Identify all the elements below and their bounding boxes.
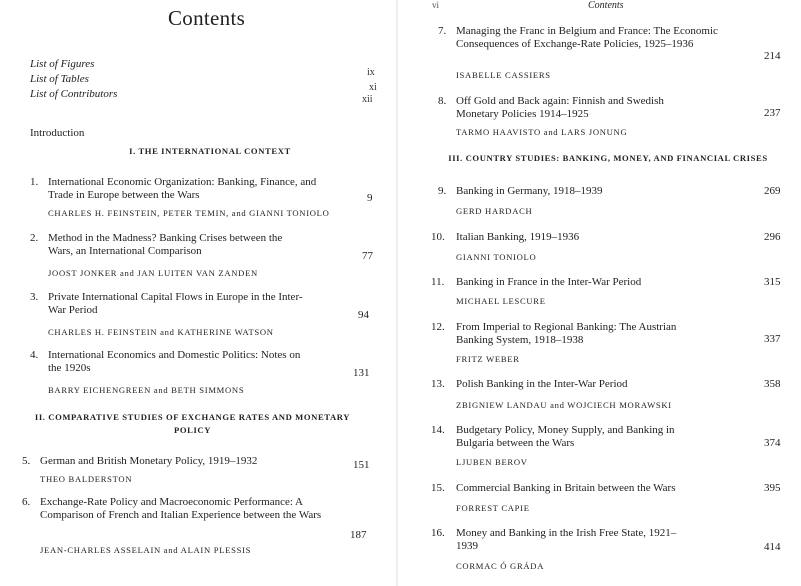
running-head: Contents — [588, 0, 624, 11]
entry-title: From Imperial to Regional Banking: The Austrian Banking System, 1918–1938 — [456, 321, 677, 346]
entry-page: 296 — [764, 231, 781, 243]
entry-authors: FRITZ WEBER — [456, 354, 520, 364]
entry-page: 151 — [353, 459, 370, 471]
entry-page: 77 — [362, 250, 373, 262]
page-ref-list-of-contributors: xii — [362, 94, 373, 105]
contents-title: Contents — [168, 6, 246, 30]
entry-number: 14. — [431, 424, 445, 436]
entry-authors: GIANNI TONIOLO — [456, 252, 537, 262]
entry-page: 9 — [367, 192, 373, 204]
entry-title: Banking in Germany, 1918–1939 — [456, 185, 603, 197]
entry-number: 16. — [431, 527, 445, 539]
entry-page: 315 — [764, 276, 781, 288]
entry-authors: ISABELLE CASSIERS — [456, 70, 551, 80]
entry-number: 15. — [431, 482, 445, 494]
page-ref-list-of-figures: ix — [367, 67, 375, 78]
entry-number: 8. — [438, 95, 447, 107]
entry-number: 9. — [438, 185, 447, 197]
entry-number: 7. — [438, 25, 447, 37]
entry-title: Banking in France in the Inter-War Period — [456, 276, 642, 288]
entry-authors: THEO BALDERSTON — [40, 474, 133, 484]
toc-item-list-of-contributors[interactable]: List of Contributors — [30, 88, 118, 100]
toc-item-list-of-figures[interactable]: List of Figures — [30, 58, 95, 70]
entry-authors: CHARLES H. FEINSTEIN, PETER TEMIN, and GIANNI TONIOLO — [48, 208, 330, 218]
entry-title: Polish Banking in the Inter-War Period — [456, 378, 628, 390]
entry-authors: BARRY EICHENGREEN and BETH SIMMONS — [48, 385, 245, 395]
part-heading-3: III. COUNTRY STUDIES: BANKING, MONEY, AND FINANCIAL CRISES — [448, 153, 768, 163]
entry-number: 5. — [22, 455, 31, 467]
entry-title: International Economics and Domestic Politics: Notes on the 1920s — [48, 349, 301, 374]
entry-page: 237 — [764, 107, 781, 119]
entry-authors: FORREST CAPIE — [456, 503, 530, 513]
entry-page: 269 — [764, 185, 781, 197]
part-heading-2: II. COMPARATIVE STUDIES OF EXCHANGE RATES AND MONETARY POLICY — [34, 412, 351, 435]
entry-page: 358 — [764, 378, 781, 390]
entry-title: German and British Monetary Policy, 1919–1932 — [40, 455, 258, 467]
entry-authors: JOOST JONKER and JAN LUITEN VAN ZANDEN — [48, 268, 258, 278]
entry-authors: CORMAC Ó GRÁDA — [456, 561, 545, 571]
entry-page: 414 — [764, 541, 781, 553]
entry-authors: GERD HARDACH — [456, 206, 533, 216]
page-number: vi — [432, 0, 440, 10]
entry-page: 337 — [764, 333, 781, 345]
entry-number: 4. — [30, 349, 39, 361]
entry-page: 187 — [350, 529, 367, 541]
part-heading-1: I. THE INTERNATIONAL CONTEXT — [129, 146, 291, 156]
entry-number: 10. — [431, 231, 445, 243]
toc-item-introduction[interactable]: Introduction — [30, 127, 85, 139]
right-page — [398, 0, 801, 586]
entry-authors: JEAN-CHARLES ASSELAIN and ALAIN PLESSIS — [40, 545, 252, 555]
entry-title: Exchange-Rate Policy and Macroeconomic Performance: A Comparison of French and Italian Experience between the Wars — [40, 496, 322, 521]
entry-title: Money and Banking in the Irish Free State, 1921–1939 — [456, 527, 677, 552]
entry-number: 13. — [431, 378, 445, 390]
entry-number: 6. — [22, 496, 31, 508]
entry-page: 395 — [764, 482, 781, 494]
entry-page: 131 — [353, 367, 370, 379]
entry-title: Italian Banking, 1919–1936 — [456, 231, 580, 243]
entry-title: International Economic Organization: Banking, Finance, and Trade in Europe between the Wars — [48, 176, 317, 201]
toc-item-list-of-tables[interactable]: List of Tables — [30, 73, 89, 85]
entry-authors: LJUBEN BEROV — [456, 457, 528, 467]
entry-page: 214 — [764, 50, 781, 62]
entry-number: 12. — [431, 321, 445, 333]
entry-title: Off Gold and Back again: Finnish and Swedish Monetary Policies 1914–1925 — [456, 95, 664, 120]
entry-authors: CHARLES H. FEINSTEIN and KATHERINE WATSON — [48, 327, 274, 337]
left-page — [0, 0, 395, 586]
entry-title: Private International Capital Flows in Europe in the Inter-War Period — [48, 291, 303, 316]
entry-number: 3. — [30, 291, 39, 303]
entry-title: Budgetary Policy, Money Supply, and Banking in Bulgaria between the Wars — [456, 424, 675, 449]
entry-authors: ZBIGNIEW LANDAU and WOJCIECH MORAWSKI — [456, 400, 672, 410]
entry-number: 1. — [30, 176, 39, 188]
entry-page: 94 — [358, 309, 369, 321]
page-ref-list-of-tables: xi — [369, 82, 377, 93]
entry-authors: MICHAEL LESCURE — [456, 296, 546, 306]
entry-page: 374 — [764, 437, 781, 449]
entry-number: 11. — [431, 276, 445, 288]
entry-title: Commercial Banking in Britain between the Wars — [456, 482, 676, 494]
entry-authors: TARMO HAAVISTO and LARS JONUNG — [456, 127, 628, 137]
entry-title: Method in the Madness? Banking Crises between the Wars, an International Comparison — [48, 232, 283, 257]
entry-number: 2. — [30, 232, 39, 244]
entry-title: Managing the Franc in Belgium and France: The Economic Consequences of Exchange-Rate Policies, 1925–1936 — [456, 25, 718, 50]
